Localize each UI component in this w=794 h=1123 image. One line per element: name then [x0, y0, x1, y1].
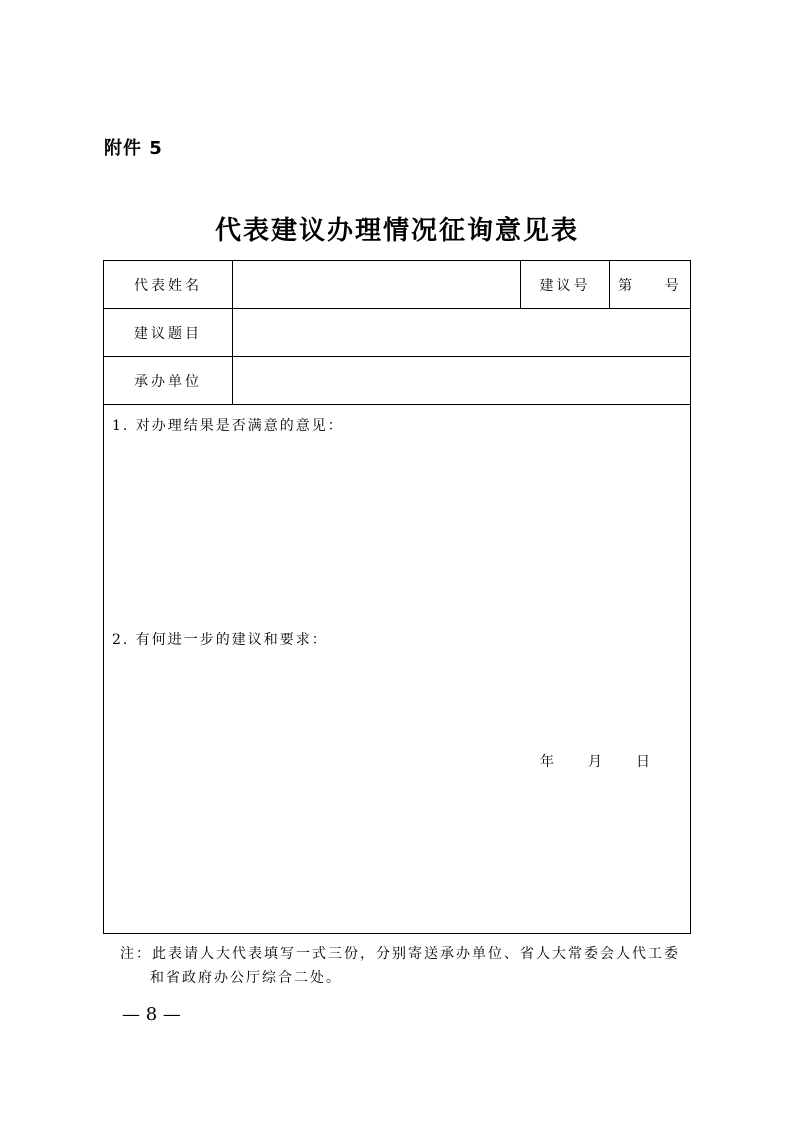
attachment-label: 附件 5 — [104, 138, 163, 159]
date-year: 年 — [540, 754, 554, 770]
question-further-suggestions: 2. 有何进一步的建议和要求： — [112, 632, 328, 648]
subject-label: 建议题目 — [134, 325, 202, 342]
rep-name-field[interactable] — [233, 261, 520, 308]
subject-field[interactable] — [233, 309, 690, 356]
suggestion-no-label: 建议号 — [539, 277, 591, 294]
date-day: 日 — [636, 754, 650, 770]
footnote-line-1: 注：此表请人大代表填写一式三份，分别寄送承办单位、省人大常委会人代工委 — [120, 946, 680, 962]
footnote — [120, 942, 700, 990]
unit-row — [104, 357, 690, 405]
date-month: 月 — [588, 754, 602, 770]
rep-name-row — [104, 261, 690, 309]
question-satisfaction: 1. 对办理结果是否满意的意见： — [112, 418, 344, 434]
unit-label: 承办单位 — [134, 373, 202, 390]
subject-row — [104, 309, 690, 357]
unit-field[interactable] — [233, 357, 690, 404]
page-number: — 8 — — [122, 1004, 181, 1025]
date-line — [540, 751, 650, 771]
rep-name-label: 代表姓名 — [134, 277, 202, 294]
footnote-line-2: 和省政府办公厅综合二处。 — [150, 970, 342, 986]
opinion-form — [103, 260, 691, 934]
form-title: 代表建议办理情况征询意见表 — [214, 216, 579, 246]
suggestion-no-field[interactable]: 第 号 — [618, 277, 682, 294]
